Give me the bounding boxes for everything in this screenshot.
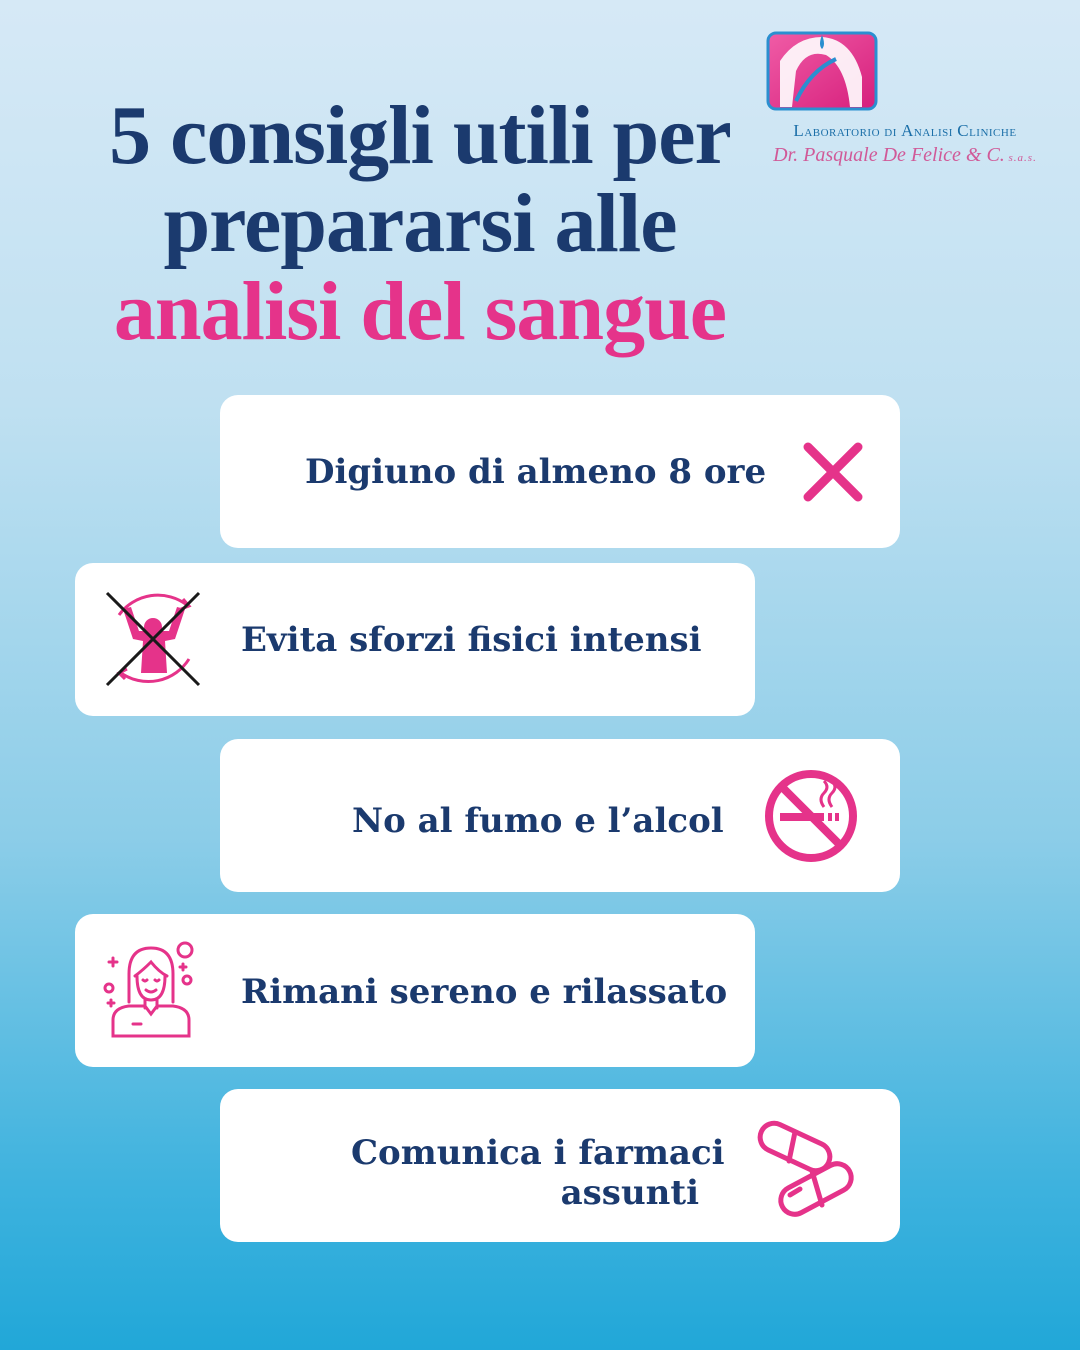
- tip-label: Rimani sereno e rilassato: [241, 972, 728, 1012]
- page-title: [80, 89, 760, 358]
- tip-label: Evita sforzi fisici intensi: [241, 620, 702, 660]
- tip-card-medicines: [220, 1089, 900, 1242]
- tip-label-line-1: Comunica i farmaci: [351, 1133, 725, 1173]
- tip-card-exercise: [75, 563, 755, 716]
- laboratory-logo: [740, 28, 1070, 178]
- logo-line-2: Dr. Pasquale De Felice & C. s.a.s.: [773, 144, 1037, 166]
- pills-icon: [754, 1115, 860, 1219]
- logo-line-1: Laboratorio di Analisi Cliniche: [793, 121, 1017, 140]
- title-line-1: 5 consigli utili per: [109, 89, 731, 182]
- no-smoking-icon: [762, 767, 860, 865]
- relaxed-person-icon: [99, 940, 199, 1040]
- tip-label: No al fumo e l’alcol: [352, 801, 724, 841]
- tip-card-smoking: [220, 739, 900, 892]
- tip-card-relax: [75, 914, 755, 1067]
- title-line-2: prepararsi alle: [163, 177, 677, 270]
- x-mark-icon: [802, 441, 864, 503]
- logo-mark-icon: [766, 31, 878, 111]
- tip-label-line-2: assunti: [560, 1173, 699, 1213]
- tip-label: [351, 1133, 725, 1213]
- tip-label: Digiuno di almeno 8 ore: [305, 452, 767, 492]
- tip-card-fasting: [220, 395, 900, 548]
- no-exercise-icon: [99, 587, 209, 692]
- title-line-3: analisi del sangue: [113, 265, 727, 358]
